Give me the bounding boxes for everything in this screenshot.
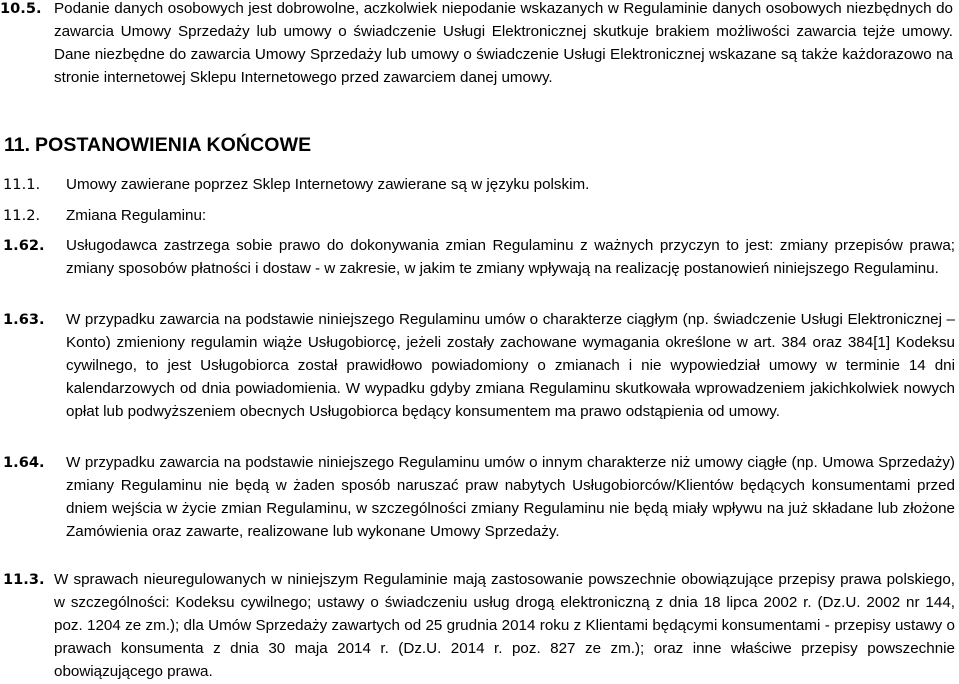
section-text-11-3: W sprawach nieuregulowanych w niniejszym Regulaminie mają zastosowanie powszechnie obowiązujące przepisy prawa polskiego, w szczególności: Kodeksu cywilnego; ustawy o świadczeniu usług drogą elektroniczną z dnia 18 lipca 2002 r. (Dz.U. 2002 nr 144, poz. 1204 ze zm.); dla Umów Sprzedaży zawartych od 25 grudnia 2014 roku z Klientami będącymi konsumentami - przepisy ustawy o prawach konsumenta z dnia 30 maja 2014 r. (Dz.U. 2014 r. poz. 827 ze zm.); oraz inne właściwe przepisy powszechnie obowiązującego prawa. [54,571,955,680]
section-number-11-3: 11.3. [3,571,45,588]
section-text-1-64: W przypadku zawarcia na podstawie niniejszego Regulaminu umów o innym charakterze niż umowy ciągłe (np. Umowa Sprzedaży) zmiany Regulaminu nie będą w żaden sposób naruszać praw nabytych Usługobiorców/Klientów będących konsumentami przed dniem wejścia w życie zmian Regulaminu, w szczególności zmiany Regulaminu nie będą miały wpływu na już składane lub złożone Zamówienia oraz zawarte, realizowane lub wykonane Umowy Sprzedaży. [66,454,955,540]
section-text-10-5: Podanie danych osobowych jest dobrowolne, aczkolwiek niepodanie wskazanych w Regulaminie danych osobowych niezbędnych do zawarcia Umowy Sprzedaży lub umowy o świadczenie Usługi Elektronicznej skutkuje brakiem możliwości zawarcia tejże umowy. Dane niezbędne do zawarcia Umowy Sprzedaży lub umowy o świadczenie Usługi Elektronicznej wskazane są także każdorazowo na stronie internetowej Sklepu Internetowego przed zawarciem danej umowy. [54,0,953,86]
section-text-1-62: Usługodawca zastrzega sobie prawo do dokonywania zmian Regulaminu z ważnych przyczyn to jest: zmiany przepisów prawa; zmiany sposobów płatności i dostaw - w zakresie, w jakim te zmiany wpływają na realizację postanowień niniejszego Regulaminu. [66,237,955,277]
section-text-11-2: Zmiana Regulaminu: [66,207,207,224]
section-text-1-63: W przypadku zawarcia na podstawie niniejszego Regulaminu umów o charakterze ciągłym (np. świadczenie Usługi Elektronicznej – Konto) zmieniony regulamin wiąże Usługobiorcę, jeżeli zostały zachowane wymagania określone w art. 384 oraz 384[1] Kodeksu cywilnego, to jest Usługobiorca został prawidłowo powiadomiony o zmianach i nie wypowiedział umowy w terminie 14 dni kalendarzowych od dnia powiadomienia. W wypadku gdyby zmiana Regulaminu skutkowała wprowadzeniem jakichkolwiek nowych opłat lub podwyższeniem obecnych Usługobiorca będący konsumentem ma prawo odstąpienia od umowy. [66,311,955,420]
section-heading: POSTANOWIENIA KOŃCOWE [35,134,312,156]
section-number-1-64: 1.64. [3,454,45,471]
section-number-1-63: 1.63. [3,311,45,328]
section-number-10-5: 10.5. [0,0,42,17]
section-text-11-1: Umowy zawierane poprzez Sklep Internetowy zawierane są w języku polskim. [66,176,590,193]
section-number-1-62: 1.62. [3,237,45,254]
section-number-11-2: 11.2. [3,207,41,224]
section-number-11-1: 11.1. [3,176,41,193]
heading-number: 11. [4,134,31,156]
